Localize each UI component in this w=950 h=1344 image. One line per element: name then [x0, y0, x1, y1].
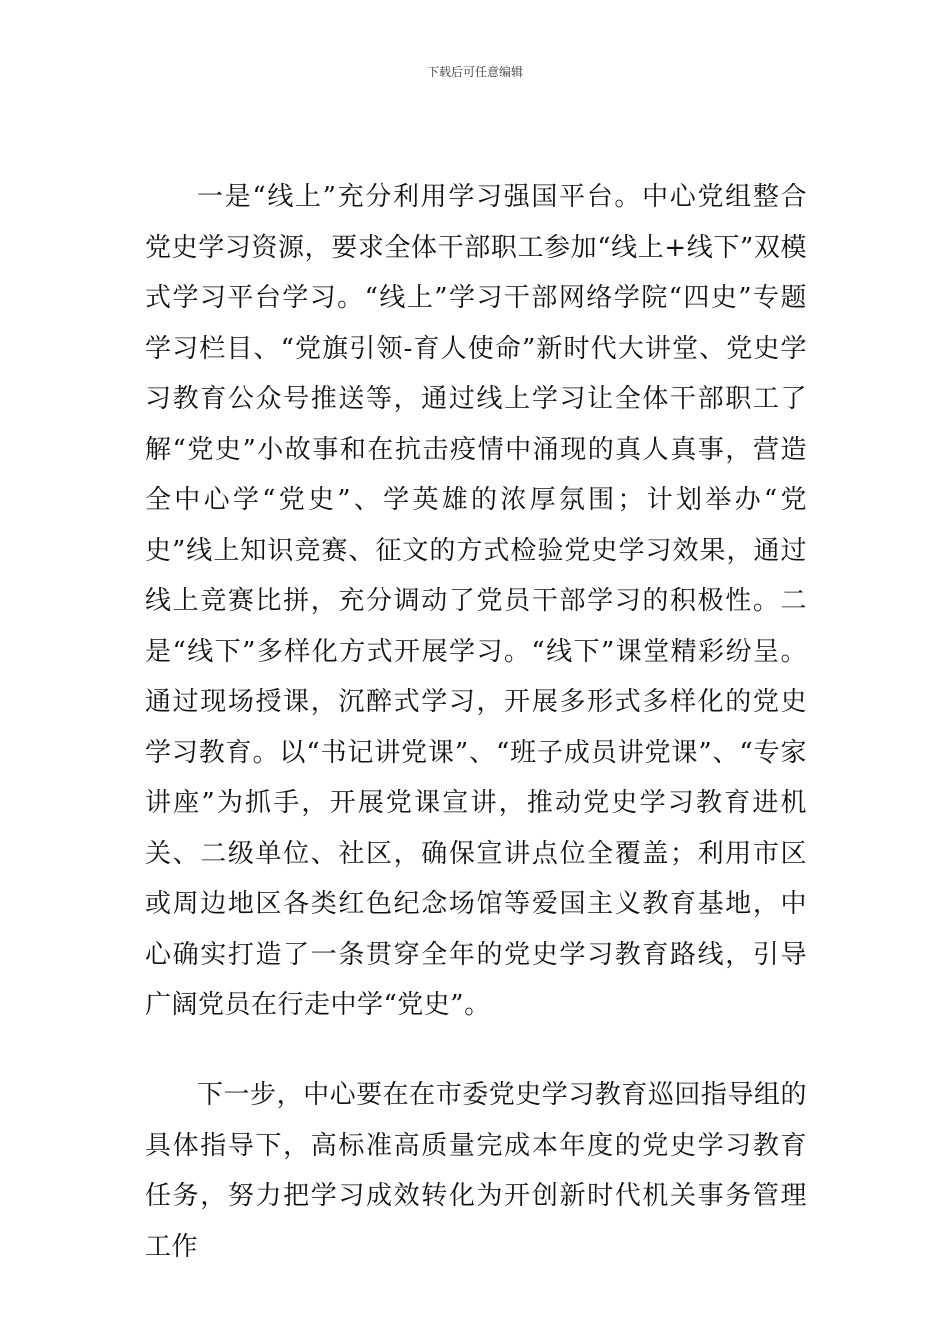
paragraph-1: 一是“线上”充分利用学习强国平台。中心党组整合党史学习资源，要求全体干部职工参加“线上+线下”双模式学习平台学习。“线上”学习干部网络学院“四史”专题学习栏目、“党旗引领-育人使命”新时代大讲堂、党史学习教育公众号推送等，通过线上学习让全体干部职工了解“党史”小故事和在抗击疫情中涌现的真人真事，营造全中心学“党史”、学英雄的浓厚氛围；计划举办“党史”线上知识竞赛、征文的方式检验党史学习效果，通过线上竞赛比拼，充分调动了党员干部学习的积极性。二是“线下”多样化方式开展学习。“线下”课堂精彩纷呈。通过现场授课，沉醉式学习，开展多形式多样化的党史学习教育。以“书记讲党课”、“班子成员讲党课”、“专家讲座”为抓手，开展党课宣讲，推动党史学习教育进机关、二级单位、社区，确保宣讲点位全覆盖；利用市区或周边地区各类红色纪念场馆等爱国主义教育基地，中心确实打造了一条贯穿全年的党史学习教育路线，引导广阔党员在行走中学“党史”。	[145, 182, 807, 1020]
paragraph-2: 下一步，中心要在在市委党史学习教育巡回指导组的具体指导下，高标准高质量完成本年度的党史学习教育任务，努力把学习成效转化为开创新时代机关事务管理工作	[145, 1080, 807, 1262]
page-header-note: 下载后可任意编辑	[426, 65, 523, 79]
